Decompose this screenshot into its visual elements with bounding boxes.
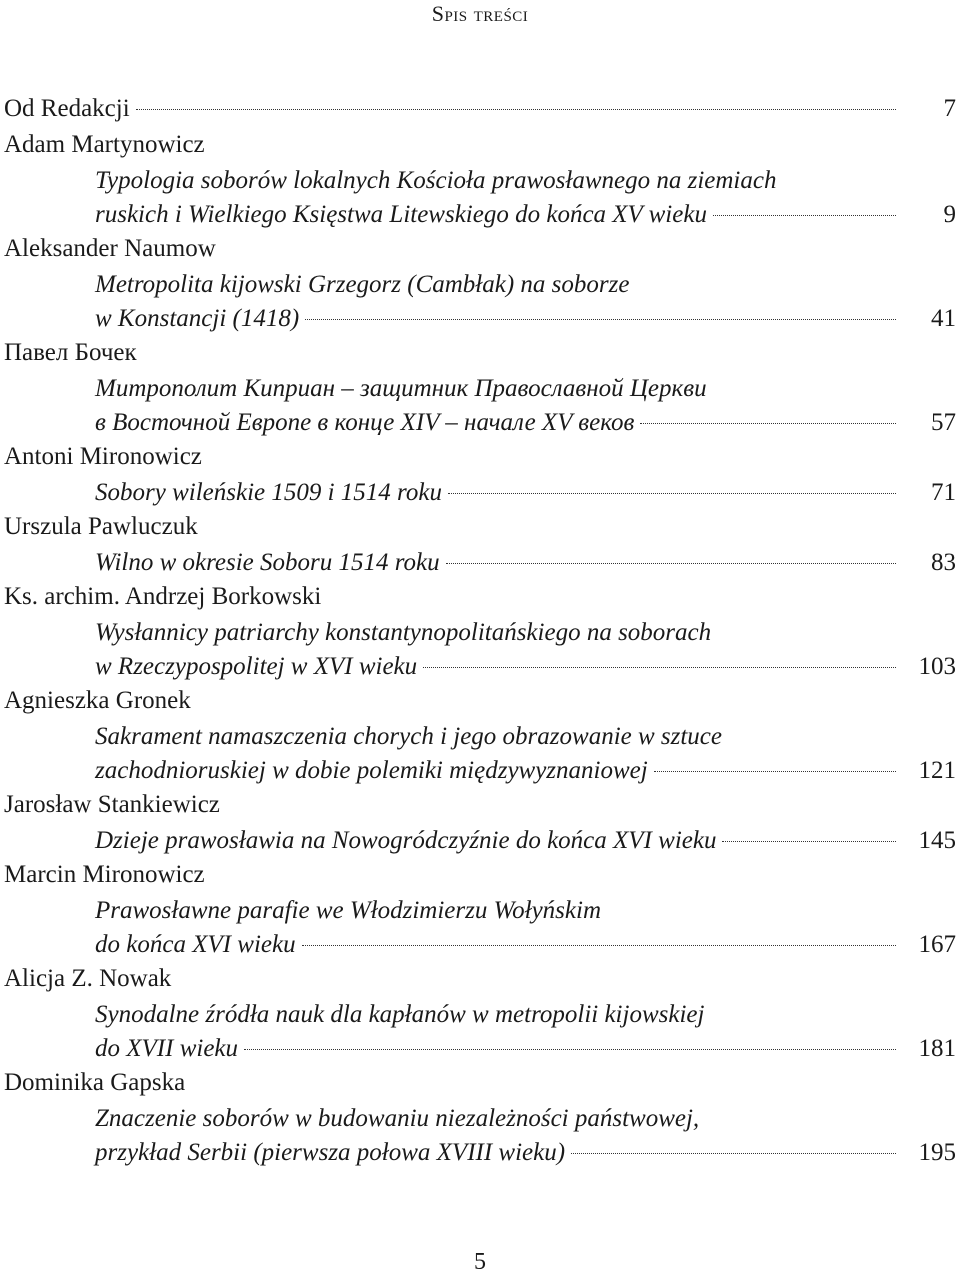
- entry-title: Od Redakcji: [4, 95, 130, 122]
- entry-author: Jarosław Stankiewicz: [4, 791, 220, 818]
- entry-title-line: [95, 650, 956, 684]
- toc-entry: [4, 128, 956, 232]
- page-title: Spis treści: [431, 1, 529, 26]
- dot-leader: [446, 563, 896, 564]
- dot-leader: [448, 493, 896, 494]
- entry-title-text: в Восточной Европе в конце XIV – начале XV веков: [95, 409, 635, 436]
- entry-author: Agnieszka Gronek: [4, 687, 191, 714]
- entry-title-text: w Konstancji (1418): [95, 305, 300, 332]
- entry-title-line: [95, 546, 956, 580]
- entry-author: Dominika Gapska: [4, 1069, 186, 1096]
- entry-title-line: [95, 894, 956, 928]
- dot-leader: [423, 667, 896, 668]
- entry-title-text: do XVII wieku: [95, 1035, 239, 1062]
- dot-leader: [654, 771, 896, 772]
- page-ref: 41: [931, 305, 956, 332]
- toc-entry: [4, 684, 956, 788]
- page-ref: 57: [931, 409, 956, 436]
- table-of-contents: [4, 92, 956, 1170]
- entry-title-text: zachodnioruskiej w dobie polemiki międzywyznaniowej: [95, 757, 648, 784]
- toc-entry: [4, 336, 956, 440]
- page-ref: 9: [943, 201, 956, 228]
- toc-entry: [4, 440, 956, 510]
- entry-title-line: [95, 1136, 956, 1170]
- dot-leader: [713, 215, 896, 216]
- toc-entry: [4, 788, 956, 858]
- entry-author: Urszula Pawluczuk: [4, 513, 198, 540]
- page-ref: 7: [943, 95, 956, 122]
- page-ref: 145: [918, 827, 956, 854]
- page-ref: 83: [931, 549, 956, 576]
- entry-title-line: [95, 476, 956, 510]
- dot-leader: [244, 1049, 896, 1050]
- page-ref: 71: [931, 479, 956, 506]
- entry-title-line: [95, 372, 956, 406]
- entry-title-line: [95, 1102, 956, 1136]
- entry-author: Antoni Mironowicz: [4, 443, 202, 470]
- entry-title-line: [95, 616, 956, 650]
- entry-title-line: [95, 302, 956, 336]
- entry-title-text: przykład Serbii (pierwsza połowa XVIII wieku): [95, 1139, 566, 1166]
- page-ref: 167: [918, 931, 956, 958]
- toc-entry: [4, 510, 956, 580]
- page-ref: 121: [918, 757, 956, 784]
- entry-title-text: Wysłannicy patriarchy konstantynopolitańskiego na soborach: [95, 619, 712, 646]
- entry-title-line: [95, 998, 956, 1032]
- entry-title-text: Metropolita kijowski Grzegorz (Cambłak) na soborze: [95, 271, 630, 298]
- entry-title-line: [95, 406, 956, 440]
- entry-title-line: [95, 164, 956, 198]
- entry-title-text: Sakrament namaszczenia chorych i jego obrazowanie w sztuce: [95, 723, 723, 750]
- entry-author: Aleksander Naumow: [4, 235, 216, 262]
- entry-author: Alicja Z. Nowak: [4, 965, 172, 992]
- entry-author: Павел Бочек: [4, 339, 137, 366]
- dot-leader: [305, 319, 896, 320]
- dot-leader: [722, 841, 896, 842]
- entry-title-text: Znaczenie soborów w budowaniu niezależności państwowej,: [95, 1105, 700, 1132]
- dot-leader: [136, 109, 896, 110]
- entry-title-line: [95, 824, 956, 858]
- entry-title-line: [95, 928, 956, 962]
- entry-title-text: Sobory wileńskie 1509 i 1514 roku: [95, 479, 442, 506]
- dot-leader: [640, 423, 896, 424]
- toc-entry: [4, 580, 956, 684]
- entry-title-line: [95, 1032, 956, 1066]
- dot-leader: [571, 1153, 896, 1154]
- entry-title-line: [95, 754, 956, 788]
- page-number: 5: [474, 1249, 486, 1275]
- entry-author: Marcin Mironowicz: [4, 861, 205, 888]
- entry-title-text: ruskich i Wielkiego Księstwa Litewskiego do końca XV wieku: [95, 201, 707, 228]
- entry-title-text: Митрополит Киприан – защитник Православной Церкви: [95, 375, 707, 402]
- toc-entry: [4, 858, 956, 962]
- page-ref: 181: [918, 1035, 956, 1062]
- entry-title-line: [95, 720, 956, 754]
- entry-title-text: do końca XVI wieku: [95, 931, 296, 958]
- entry-author: Adam Martynowicz: [4, 131, 205, 158]
- toc-entry: [4, 92, 956, 128]
- entry-title-line: [95, 268, 956, 302]
- toc-entry: [4, 962, 956, 1066]
- dot-leader: [302, 945, 896, 946]
- entry-title-text: w Rzeczypospolitej w XVI wieku: [95, 653, 418, 680]
- entry-title-line: [95, 198, 956, 232]
- entry-title-text: Wilno w okresie Soboru 1514 roku: [95, 549, 440, 576]
- page-ref: 195: [918, 1139, 956, 1166]
- entry-title-text: Synodalne źródła nauk dla kapłanów w metropolii kijowskiej: [95, 1001, 705, 1028]
- entry-title-text: Prawosławne parafie we Włodzimierzu Wołyńskim: [95, 897, 602, 924]
- entry-title-text: Dzieje prawosławia na Nowogródczyźnie do końca XVI wieku: [95, 827, 717, 854]
- toc-entry-row: [4, 92, 956, 128]
- entry-title-text: Typologia soborów lokalnych Kościoła prawosławnego na ziemiach: [95, 167, 777, 194]
- toc-entry: [4, 232, 956, 336]
- toc-entry: [4, 1066, 956, 1170]
- entry-author: Ks. archim. Andrzej Borkowski: [4, 583, 322, 610]
- page-ref: 103: [918, 653, 956, 680]
